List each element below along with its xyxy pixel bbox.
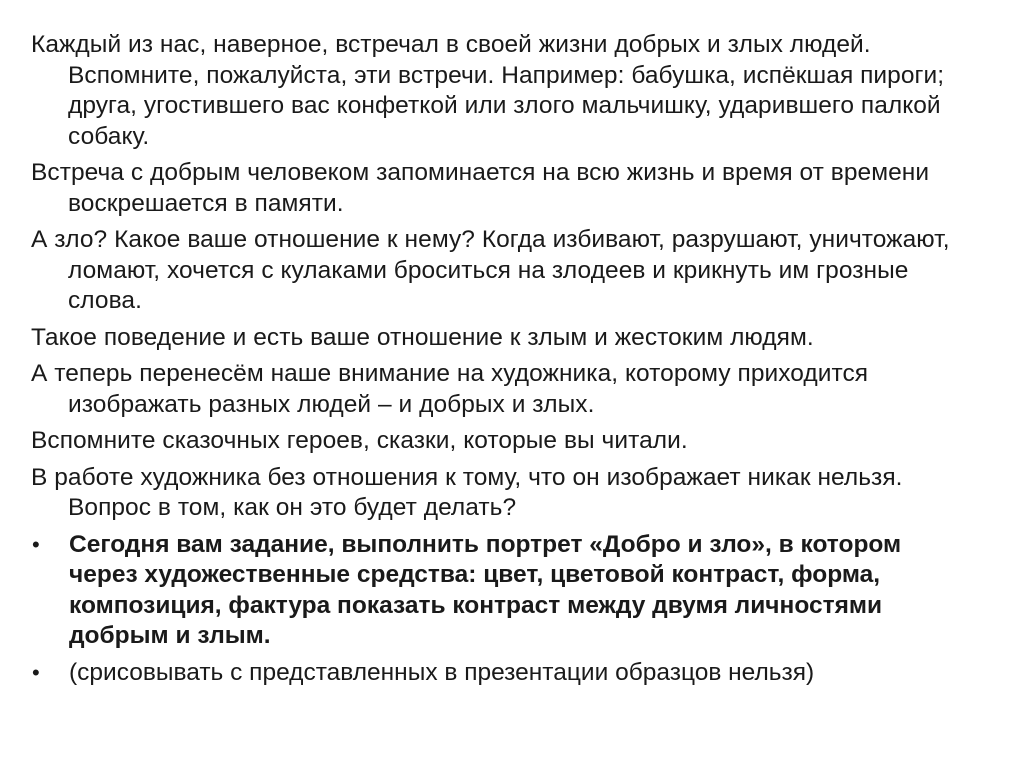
paragraph-intro: Каждый из нас, наверное, встречал в своей жизни добрых и злых людей. Вспомните, пожалуйста, эти встречи. Например: бабушка, испёкшая пироги; друга, угостившего вас конфеткой или злого мальчишку, ударившего палкой собаку. [31, 31, 945, 150]
bullet-marker: • [32, 659, 40, 685]
note-text: (срисовывать с представленных в презентации образцов нельзя) [69, 658, 815, 686]
paragraph-artist: А теперь перенесём наше внимание на художника, которому приходится изображать разных людей – и добрых и злых. [31, 360, 869, 418]
paragraph-behavior: Такое поведение и есть ваше отношение к злым и жестоким людям. [31, 323, 814, 351]
bullet-task [31, 530, 984, 652]
paragraph-evil-question: А зло? Какое ваше отношение к нему? Когда избивают, разрушают, уничтожают, ломают, хочется с кулаками броситься на злодеев и крикнуть им грозные слова. [31, 226, 950, 314]
paragraph-good-person: Встреча с добрым человеком запоминается на всю жизнь и время от времени воскрешается в памяти. [31, 159, 930, 217]
bullet-note [31, 658, 984, 689]
paragraph-fairy-tales: Вспомните сказочных героев, сказки, которые вы читали. [31, 427, 688, 454]
paragraph-artist-attitude: В работе художника без отношения к тому, что он изображает никак нельзя. Вопрос в том, как он это будет делать? [31, 463, 903, 521]
task-text: Сегодня вам задание, выполнить портрет «Добро и зло», в котором через художественные средства: цвет, цветовой контраст, форма, композиция, фактура показать контраст между двумя личностями добрым и злым. [69, 530, 902, 649]
bullet-marker: • [32, 531, 40, 557]
